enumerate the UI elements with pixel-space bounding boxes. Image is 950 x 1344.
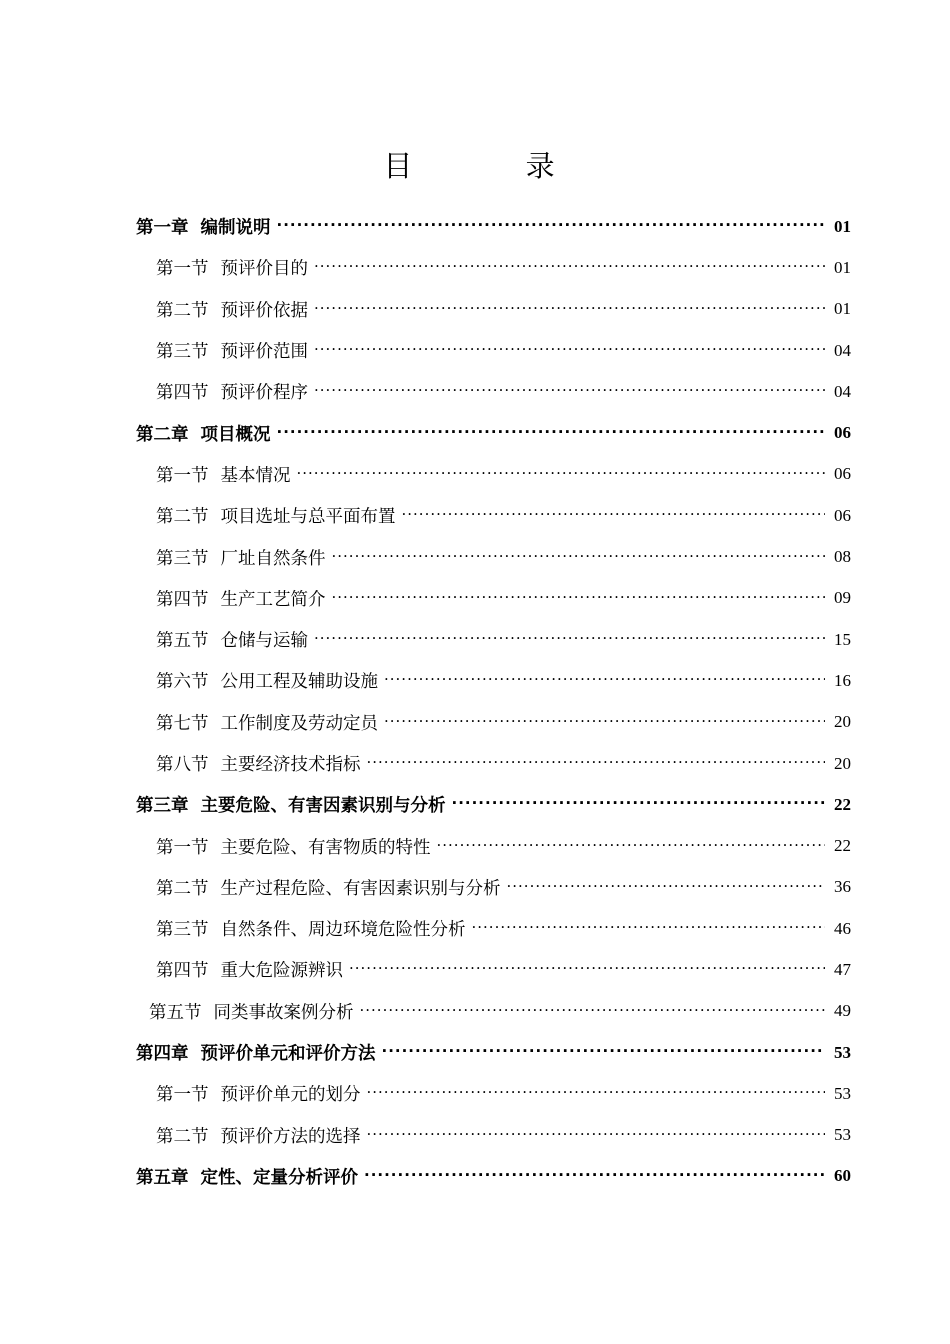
- toc-entry-page: 15: [834, 629, 851, 649]
- toc-leader-dots: [384, 672, 825, 687]
- toc-entry-name: 预评价单元的划分: [220, 1085, 361, 1106]
- toc-entry-page: 60: [834, 1166, 851, 1186]
- toc-entry-number: 第一节: [156, 465, 209, 486]
- toc-leader-dots: [360, 1003, 826, 1018]
- toc-entry-page: 16: [834, 670, 851, 690]
- toc-entry-page: 01: [834, 299, 851, 319]
- toc-entry-number: 第三章: [136, 796, 189, 817]
- toc-section[interactable]: [0, 949, 950, 990]
- toc-section[interactable]: [0, 371, 950, 412]
- toc-entry-number: 第二节: [156, 300, 209, 321]
- toc-section[interactable]: [0, 495, 950, 536]
- toc-section[interactable]: [0, 991, 950, 1032]
- toc-entry-number: 第四章: [136, 1044, 189, 1065]
- toc-section[interactable]: [0, 908, 950, 949]
- toc-entry-number: 第三节: [156, 342, 209, 363]
- toc-chapter-3[interactable]: [0, 784, 950, 825]
- toc-entry-name: 编制说明: [200, 218, 271, 239]
- toc-leader-dots: [367, 1127, 826, 1142]
- toc-section[interactable]: [0, 289, 950, 330]
- toc-entry-page: 01: [834, 257, 851, 277]
- toc-title: 目 录: [383, 149, 607, 183]
- toc-entry-page: 53: [834, 1042, 851, 1062]
- toc-section[interactable]: [0, 454, 950, 495]
- toc-entry-name: 项目概况: [200, 424, 271, 445]
- toc-entry-number: 第一节: [156, 837, 209, 858]
- toc-entry-name: 主要危险、有害因素识别与分析: [200, 796, 446, 817]
- toc-entry-number: 第六节: [156, 672, 209, 693]
- toc-entry-page: 06: [834, 423, 851, 443]
- toc-entry-page: 22: [834, 794, 851, 814]
- toc-entry-page: 20: [834, 753, 851, 773]
- toc-entry-page: 04: [834, 340, 851, 360]
- toc-entry-number: 第八节: [156, 755, 209, 775]
- toc-section[interactable]: [0, 578, 950, 619]
- toc-leader-dots: [367, 1085, 826, 1100]
- toc-entry-name: 定性、定量分析评价: [200, 1167, 358, 1188]
- toc-entry-name: 主要危险、有害物质的特性: [220, 837, 431, 858]
- toc-entry-number: 第一章: [136, 218, 189, 239]
- toc-chapter-2[interactable]: [0, 412, 950, 453]
- toc-entry-number: 第二章: [136, 424, 189, 445]
- toc-entry-number: 第三节: [156, 920, 209, 941]
- toc-leader-dots: [472, 920, 826, 935]
- toc-section[interactable]: [0, 1115, 950, 1156]
- toc-entry-number: 第五节: [156, 631, 209, 652]
- toc-entry-name: 工作制度及劳动定员: [220, 713, 378, 734]
- toc-leader-dots: [332, 590, 826, 605]
- toc-entry-page: 22: [834, 836, 851, 856]
- toc-entry-number: 第五章: [136, 1167, 189, 1188]
- toc-list: [0, 206, 950, 1197]
- toc-entry-number: 第三节: [156, 548, 209, 569]
- toc-entry-name: 项目选址与总平面布置: [220, 507, 396, 528]
- toc-entry-page: 06: [834, 505, 851, 525]
- toc-entry-number: 第一节: [156, 259, 209, 280]
- toc-section[interactable]: [0, 825, 950, 866]
- toc-entry-name: 同类事故案例分析: [213, 1002, 354, 1023]
- toc-entry-name: 生产工艺简介: [220, 589, 326, 610]
- toc-entry-number: 第四节: [156, 961, 209, 982]
- toc-leader-dots: [314, 342, 825, 357]
- toc-section[interactable]: [0, 619, 950, 660]
- toc-section[interactable]: [0, 1073, 950, 1114]
- toc-entry-number: 第四节: [156, 383, 209, 404]
- toc-entry-number: 第四节: [156, 589, 209, 610]
- toc-entry-page: 53: [834, 1083, 851, 1103]
- toc-entry-page: 01: [834, 216, 851, 236]
- toc-section[interactable]: [0, 743, 950, 784]
- toc-entry-name: 生产过程危险、有害因素识别与分析: [220, 878, 501, 899]
- toc-section[interactable]: [0, 867, 950, 908]
- toc-entry-number: 第二节: [156, 1126, 209, 1147]
- toc-section[interactable]: [0, 536, 950, 577]
- toc-entry-name: 预评价单元和评价方法: [200, 1044, 376, 1065]
- toc-chapter-4[interactable]: [0, 1032, 950, 1073]
- toc-entry-number: 第二节: [156, 878, 209, 899]
- toc-entry-page: 09: [834, 588, 851, 608]
- toc-leader-dots: [314, 631, 825, 646]
- toc-entry-page: 04: [834, 381, 851, 401]
- toc-leader-dots: [349, 961, 825, 976]
- toc-entry-name: 仓储与运输: [220, 631, 308, 652]
- toc-leader-dots: [402, 507, 826, 522]
- toc-chapter-1[interactable]: [0, 206, 950, 247]
- toc-section[interactable]: [0, 660, 950, 701]
- toc-leader-dots: [382, 1044, 826, 1059]
- toc-chapter-5[interactable]: [0, 1156, 950, 1197]
- toc-section[interactable]: [0, 330, 950, 371]
- toc-leader-dots: [314, 301, 825, 316]
- toc-entry-number: 第二节: [156, 507, 209, 528]
- toc-entry-name: 主要经济技术指标: [220, 755, 361, 775]
- toc-section[interactable]: [0, 247, 950, 288]
- toc-section[interactable]: [0, 702, 950, 743]
- toc-entry-page: 36: [834, 877, 851, 897]
- toc-entry-page: 08: [834, 547, 851, 567]
- toc-entry-page: 47: [834, 959, 851, 979]
- toc-leader-dots: [367, 755, 826, 770]
- toc-entry-name: 预评价方法的选择: [220, 1126, 361, 1147]
- toc-entry-page: 46: [834, 918, 851, 938]
- toc-leader-dots: [277, 425, 826, 440]
- toc-leader-dots: [364, 1168, 825, 1183]
- toc-entry-name: 基本情况: [220, 465, 291, 486]
- toc-leader-dots: [297, 466, 826, 481]
- toc-leader-dots: [314, 259, 825, 274]
- toc-entry-number: 第五节: [149, 1002, 202, 1023]
- toc-entry-page: 49: [834, 1001, 851, 1021]
- toc-entry-name: 预评价程序: [220, 383, 308, 404]
- toc-entry-name: 公用工程及辅助设施: [220, 672, 378, 693]
- toc-leader-dots: [277, 218, 826, 233]
- toc-entry-number: 第七节: [156, 713, 209, 734]
- toc-entry-number: 第一节: [156, 1085, 209, 1106]
- toc-entry-name: 重大危险源辨识: [220, 961, 343, 982]
- toc-entry-name: 预评价目的: [220, 259, 308, 280]
- toc-entry-name: 预评价范围: [220, 342, 308, 363]
- toc-leader-dots: [314, 383, 825, 398]
- toc-entry-name: 厂址自然条件: [220, 548, 326, 569]
- toc-entry-name: 自然条件、周边环境危险性分析: [220, 920, 466, 941]
- toc-leader-dots: [452, 796, 826, 811]
- toc-entry-page: 53: [834, 1125, 851, 1145]
- toc-leader-dots: [437, 838, 826, 853]
- toc-leader-dots: [332, 549, 826, 564]
- toc-leader-dots: [507, 879, 826, 894]
- toc-entry-page: 06: [834, 464, 851, 484]
- toc-leader-dots: [384, 714, 825, 729]
- toc-entry-name: 预评价依据: [220, 300, 308, 321]
- toc-entry-page: 20: [834, 712, 851, 732]
